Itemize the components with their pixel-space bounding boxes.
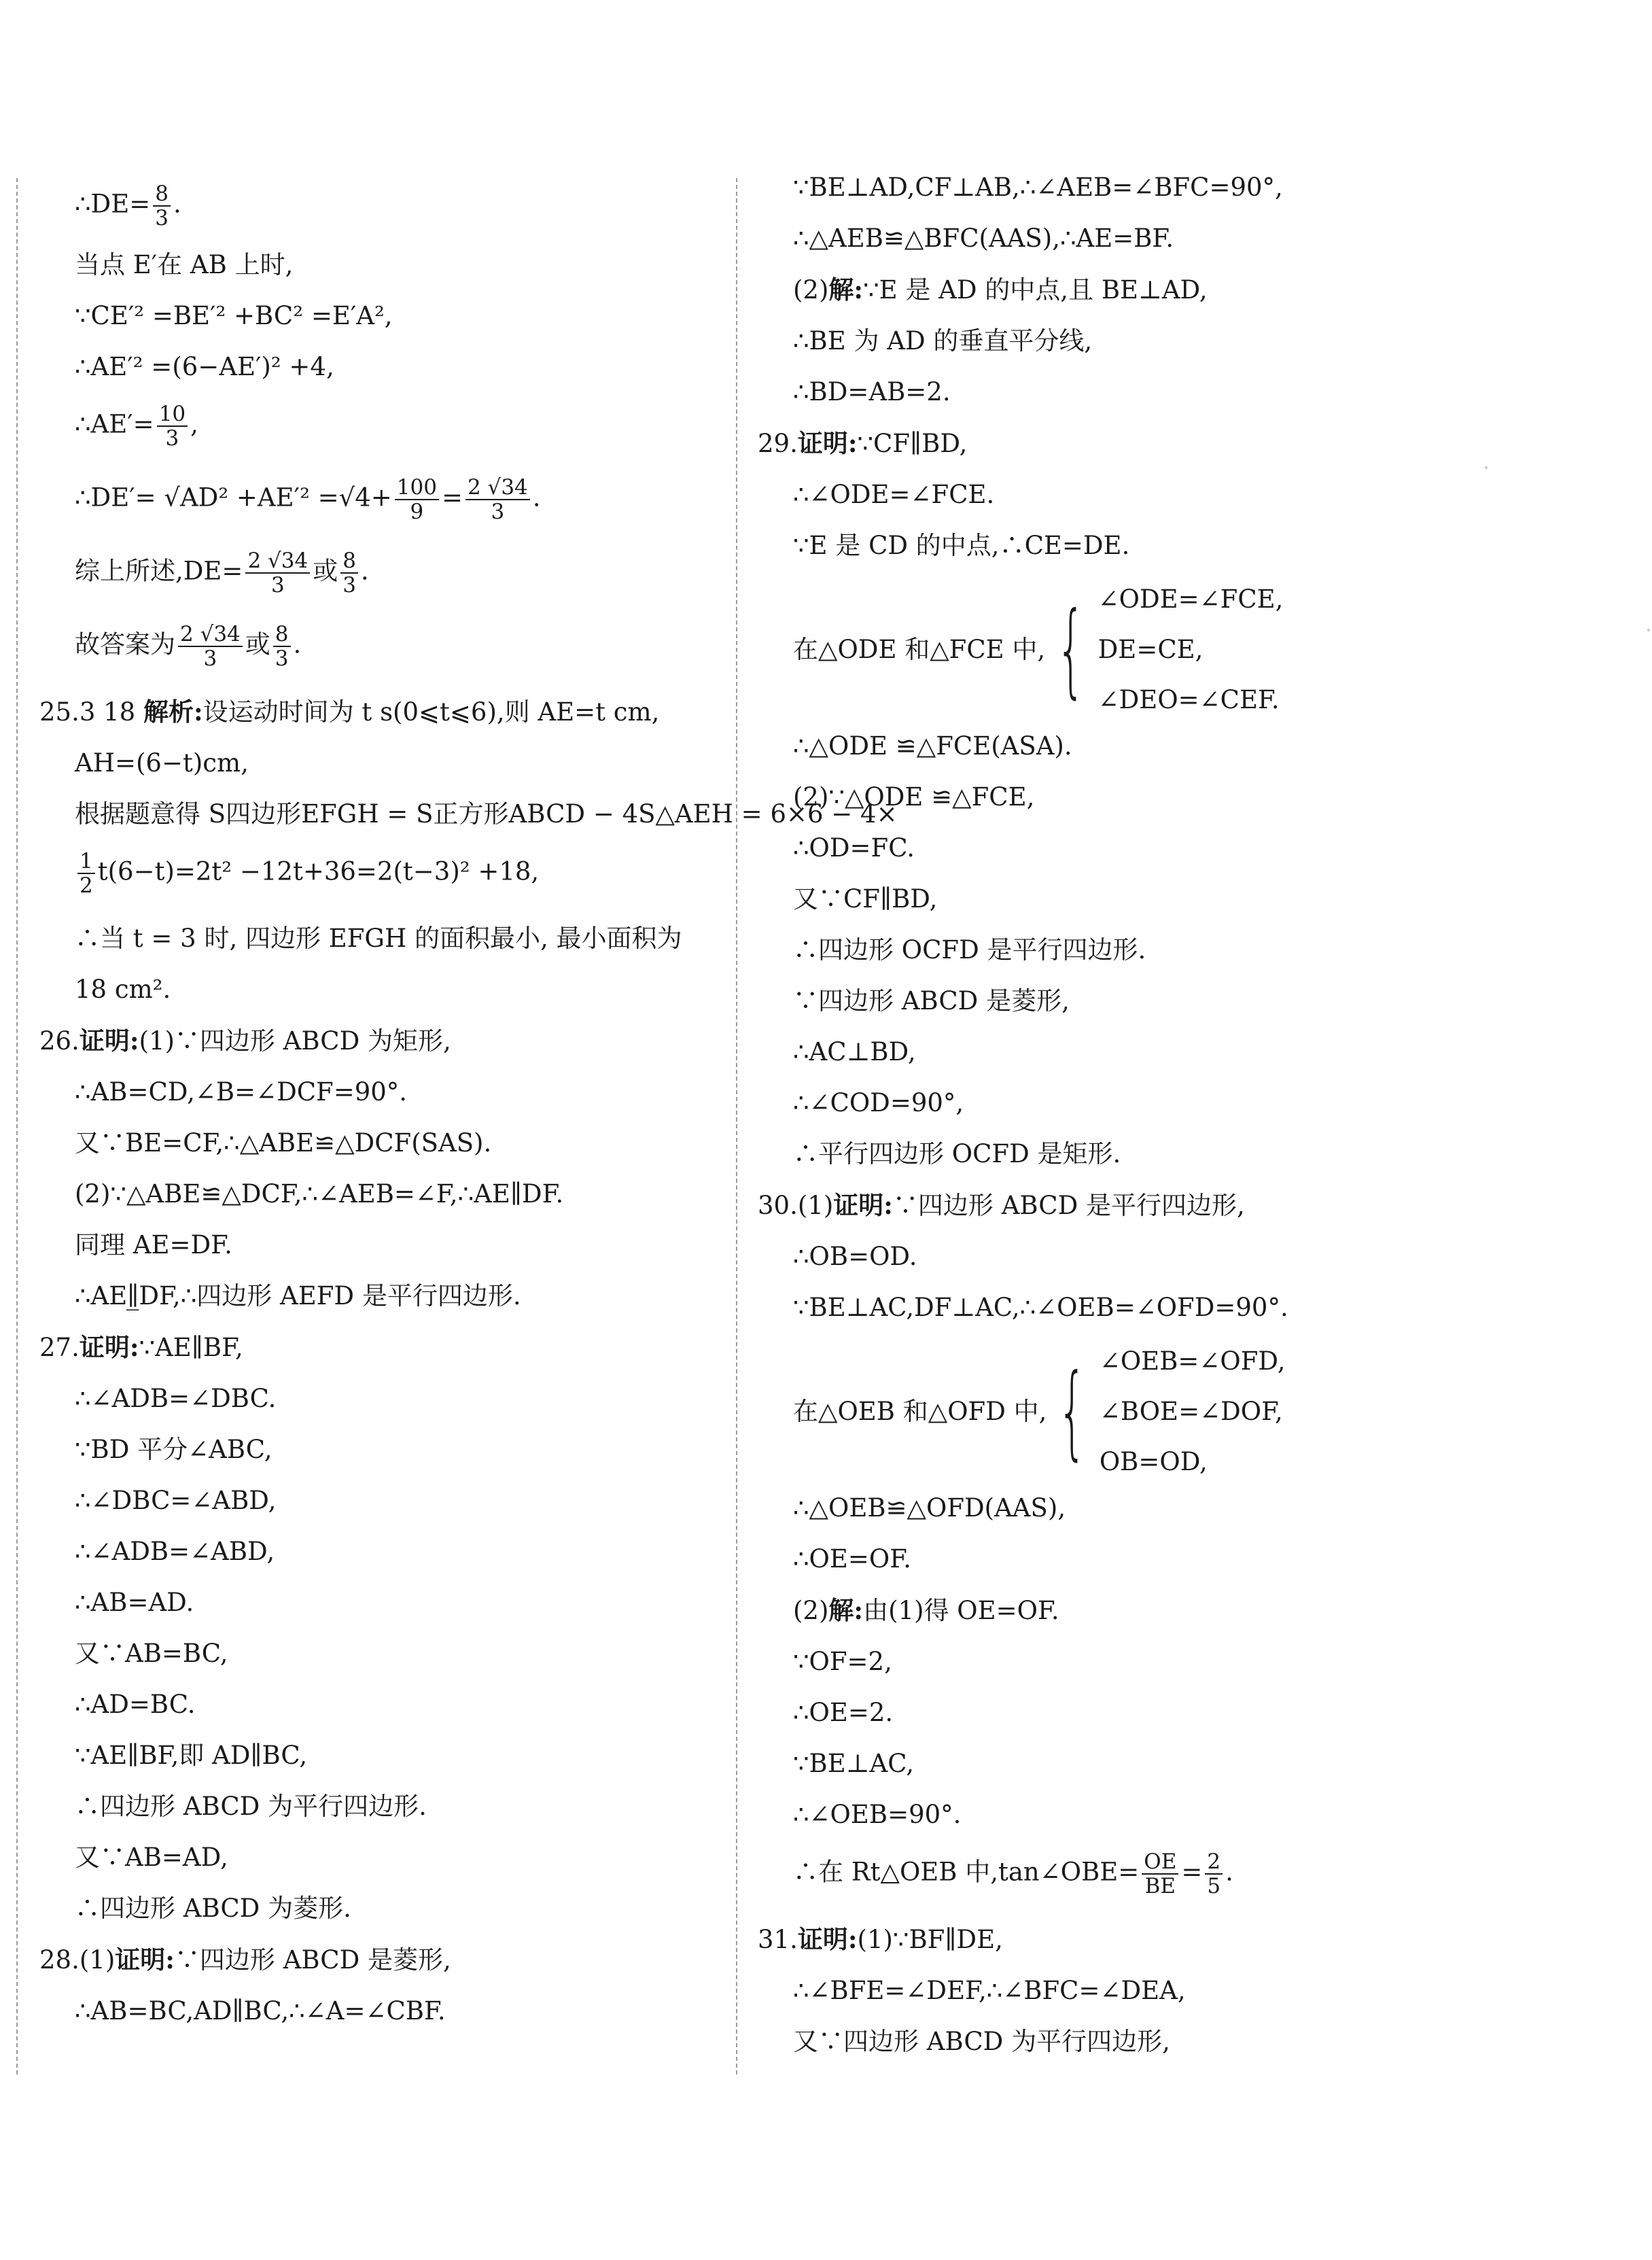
text: (2) <box>793 1596 829 1625</box>
text: ∵四边形 ABCD 是菱形, <box>174 1945 451 1975</box>
numerator: 1 <box>77 850 95 874</box>
text-line: ∴OD=FC. <box>793 833 915 863</box>
label-proof: 证明: <box>115 1945 175 1975</box>
question-25-line <box>39 696 719 728</box>
question-number: 28. <box>39 1945 80 1975</box>
text-line <box>39 850 719 897</box>
question-number: 31. <box>758 1925 798 1954</box>
denominator: 3 <box>203 646 217 671</box>
numerator: OE <box>1142 1850 1178 1875</box>
text: t(6−t)=2t² −12t+36=2(t−3)² +18, <box>97 856 540 886</box>
text-line: 当点 E′在 AB 上时, <box>75 250 294 279</box>
text-line <box>39 476 719 523</box>
denominator: 2 <box>80 873 93 898</box>
text: = <box>441 483 463 512</box>
text-line: ∴OE=OF. <box>793 1544 911 1574</box>
label-solution: 解: <box>828 1595 864 1625</box>
numerator: 2 √34 <box>245 549 310 574</box>
question-number: 29. <box>758 429 798 458</box>
text-line: 又∵BE=CF,∴△ABE≌△DCF(SAS). <box>75 1128 492 1158</box>
numerator: 2 √34 <box>178 623 243 647</box>
text: (1) <box>797 1191 834 1220</box>
text: . <box>532 483 541 512</box>
text: 由(1)得 OE=OF. <box>863 1596 1059 1625</box>
text: 故答案为 <box>75 629 175 659</box>
text-line <box>39 549 719 597</box>
text: 设运动时间为 t s(0⩽t⩽6),则 AE=t cm, <box>203 697 660 727</box>
text-line: ∴AE′² =(6−AE′)² +4, <box>75 352 334 381</box>
text-line: ∴AE∥̲DF,∴四边形 AEFD 是平行四边形. <box>75 1281 521 1310</box>
text-line: ∴AB=BC,AD∥BC,∴∠A=∠CBF. <box>75 1996 446 2026</box>
fraction <box>395 476 439 523</box>
text: 或 <box>245 629 270 659</box>
fraction <box>340 549 358 597</box>
fraction <box>1142 1850 1178 1898</box>
text-line: AH=(6−t)cm, <box>75 748 249 778</box>
text: ∵四边形 ABCD 是平行四边形, <box>892 1191 1245 1220</box>
label-proof: 证明: <box>797 428 858 458</box>
denominator: 3 <box>270 573 285 597</box>
text-line: ∴∠ODE=∠FCE. <box>793 480 995 509</box>
fraction <box>178 623 243 670</box>
text-line: ∴BD=AB=2. <box>793 377 951 406</box>
text-line: ∴四边形 OCFD 是平行四边形. <box>793 935 1146 964</box>
denominator: 9 <box>410 500 424 524</box>
denominator: 5 <box>1207 1874 1221 1898</box>
text-line: ∴AD=BC. <box>75 1690 196 1719</box>
condition: ∠BOE=∠DOF, <box>1099 1397 1283 1426</box>
question-27-line <box>39 1332 719 1363</box>
text-line: 18 cm². <box>75 975 171 1004</box>
text-line <box>39 623 719 670</box>
text: ∴DE′= √AD² +AE′² =√4+ <box>75 483 392 512</box>
text-line: ∵AE∥BF,即 AD∥BC, <box>75 1741 308 1770</box>
text-line: ∵OF=2, <box>793 1647 892 1676</box>
text-line: ∴当 t = 3 时, 四边形 EFGH 的面积最小, 最小面积为 <box>75 924 682 953</box>
text-line: ∵BE⊥AD,CF⊥AB,∴∠AEB=∠BFC=90°, <box>793 173 1283 202</box>
question-26-line <box>39 1025 719 1057</box>
question-30-line <box>758 1189 1628 1221</box>
text-line: ∴△AEB≌△BFC(AAS),∴AE=BF. <box>793 224 1174 253</box>
column-divider-rule <box>736 178 737 2074</box>
denominator: 3 <box>342 573 356 597</box>
question-number: 26. <box>39 1026 80 1056</box>
condition: OB=OD, <box>1099 1447 1208 1476</box>
fraction <box>157 402 188 450</box>
text: ∴DE= <box>75 189 151 219</box>
brace-lines <box>1100 1336 1286 1487</box>
text: (1)∵四边形 ABCD 为矩形, <box>139 1026 451 1056</box>
question-29-line <box>758 428 1628 459</box>
text: ∵E 是 AD 的中点,且 BE⊥AD, <box>863 275 1208 305</box>
text-line <box>39 402 719 450</box>
text-line: ∴△ODE ≌△FCE(ASA). <box>793 731 1072 761</box>
numerator: 2 √34 <box>465 476 530 500</box>
fraction <box>273 623 291 670</box>
left-brace-icon: { <box>1056 591 1086 709</box>
text: . <box>293 629 302 659</box>
right-column <box>758 160 1628 2077</box>
numerator: 8 <box>273 623 291 647</box>
question-31-line <box>758 1924 1628 1955</box>
text-line: ∴∠DBC=∠ABD, <box>75 1486 277 1515</box>
fraction <box>153 182 171 230</box>
numerator: 8 <box>340 549 358 574</box>
denominator: 3 <box>165 426 179 451</box>
text-line: 又∵四边形 ABCD 为平行四边形, <box>793 2027 1170 2056</box>
text-line: ∴∠BFE=∠DEF,∴∠BFC=∠DEA, <box>793 1976 1186 2005</box>
label-analysis: 解析: <box>143 697 203 727</box>
brace-group <box>793 1336 1286 1487</box>
text-line: ∴四边形 ABCD 为菱形. <box>75 1894 351 1923</box>
numerator: 10 <box>157 402 188 427</box>
numerator: 2 <box>1205 1850 1223 1875</box>
text-line <box>758 1595 1628 1627</box>
numerator: 100 <box>395 476 439 500</box>
question-number: 27. <box>39 1333 80 1362</box>
text-line: ∴∠ADB=∠DBC. <box>75 1384 277 1413</box>
text-line: ∴∠OEB=90°. <box>793 1800 962 1829</box>
text: . <box>360 556 369 586</box>
text-line: 又∵CF∥BD, <box>793 884 938 914</box>
label-proof: 证明: <box>833 1190 893 1220</box>
condition: DE=CE, <box>1097 635 1203 664</box>
text-line <box>758 1850 1628 1898</box>
text: 3 18 <box>79 697 143 727</box>
text-line: ∵E 是 CD 的中点,∴CE=DE. <box>793 531 1130 560</box>
denominator: 3 <box>155 206 169 230</box>
text: 或 <box>313 556 338 586</box>
text: , <box>190 409 198 439</box>
text: (1) <box>79 1945 116 1975</box>
numerator: 8 <box>153 182 171 207</box>
text: ∵AE∥BF, <box>139 1333 243 1362</box>
text: 在△ODE 和△FCE 中, <box>793 635 1046 664</box>
condition: ∠DEO=∠CEF. <box>1097 685 1280 714</box>
text: ∵CF∥BD, <box>857 429 968 458</box>
brace-group <box>793 574 1283 725</box>
text: . <box>173 189 181 219</box>
text: ∴AE′= <box>75 409 154 439</box>
text-line: ∴OB=OD. <box>793 1242 917 1271</box>
text-line <box>758 274 1628 306</box>
left-margin-rule <box>16 178 18 2074</box>
text-line: ∴BE 为 AD 的垂直平分线, <box>793 326 1093 355</box>
text-line: ∴AB=AD. <box>75 1588 194 1617</box>
denominator: 3 <box>491 500 505 524</box>
condition: ∠ODE=∠FCE, <box>1097 585 1284 614</box>
text-line: ∴AC⊥BD, <box>793 1037 916 1066</box>
fraction <box>1205 1850 1223 1898</box>
label-proof: 证明: <box>79 1026 139 1056</box>
text-line: ∴平行四边形 OCFD 是矩形. <box>793 1139 1121 1168</box>
condition: ∠OEB=∠OFD, <box>1099 1346 1286 1376</box>
label-solution: 解: <box>828 275 864 305</box>
text: ∴在 Rt△OEB 中,tan∠OBE= <box>793 1857 1140 1887</box>
brace-system <box>758 1336 1628 1487</box>
left-brace-icon: { <box>1057 1353 1087 1471</box>
label-proof: 证明: <box>797 1924 858 1954</box>
text-line: 同理 AE=DF. <box>75 1230 232 1259</box>
text-line: ∵四边形 ABCD 是菱形, <box>793 986 1070 1015</box>
text: . <box>1225 1857 1233 1887</box>
text-line: ∴OE=2. <box>793 1698 894 1727</box>
text-line: ∴△OEB≌△OFD(AAS), <box>793 1493 1066 1523</box>
fraction <box>465 476 530 523</box>
text: (1)∵BF∥DE, <box>857 1925 1003 1954</box>
fraction <box>77 850 95 897</box>
text-line: 又∵AB=AD, <box>75 1843 228 1872</box>
question-28-line <box>39 1944 719 1976</box>
text-line: (2)∵△ABE≌△DCF,∴∠AEB=∠F,∴AE∥DF. <box>75 1179 564 1209</box>
text-line: ∴AB=CD,∠B=∠DCF=90°. <box>75 1077 408 1107</box>
brace-system <box>758 574 1628 725</box>
text-line <box>39 182 719 230</box>
fraction <box>245 549 310 597</box>
text-line: 根据题意得 S四边形EFGH = S正方形ABCD − 4S△AEH = 6×6 − 4× <box>75 799 898 829</box>
brace-lines <box>1098 574 1284 725</box>
text: = <box>1181 1857 1203 1887</box>
text-line: ∵BE⊥AC, <box>793 1749 915 1778</box>
text-line: ∵BD 平分∠ABC, <box>75 1435 273 1464</box>
text-line: ∴∠ADB=∠ABD, <box>75 1537 275 1566</box>
text-line: ∵CE′² =BE′² +BC² =E′A², <box>75 301 393 330</box>
text-line: (2)∵△ODE ≌△FCE, <box>793 782 1035 812</box>
text-line: 又∵AB=BC, <box>75 1639 228 1668</box>
text-line: ∴∠COD=90°, <box>793 1088 964 1117</box>
label-proof: 证明: <box>79 1332 139 1362</box>
denominator: 3 <box>275 646 289 671</box>
text-line: ∵BE⊥AC,DF⊥AC,∴∠OEB=∠OFD=90°. <box>793 1293 1288 1322</box>
text: 综上所述,DE= <box>75 556 243 586</box>
scan-speck <box>1647 629 1650 631</box>
question-number: 30. <box>758 1191 798 1220</box>
question-number: 25. <box>39 697 80 727</box>
denominator: BE <box>1144 1874 1176 1898</box>
text-line: ∴四边形 ABCD 为平行四边形. <box>75 1792 427 1821</box>
text: (2) <box>793 275 829 305</box>
text: 在△OEB 和△OFD 中, <box>793 1397 1047 1426</box>
